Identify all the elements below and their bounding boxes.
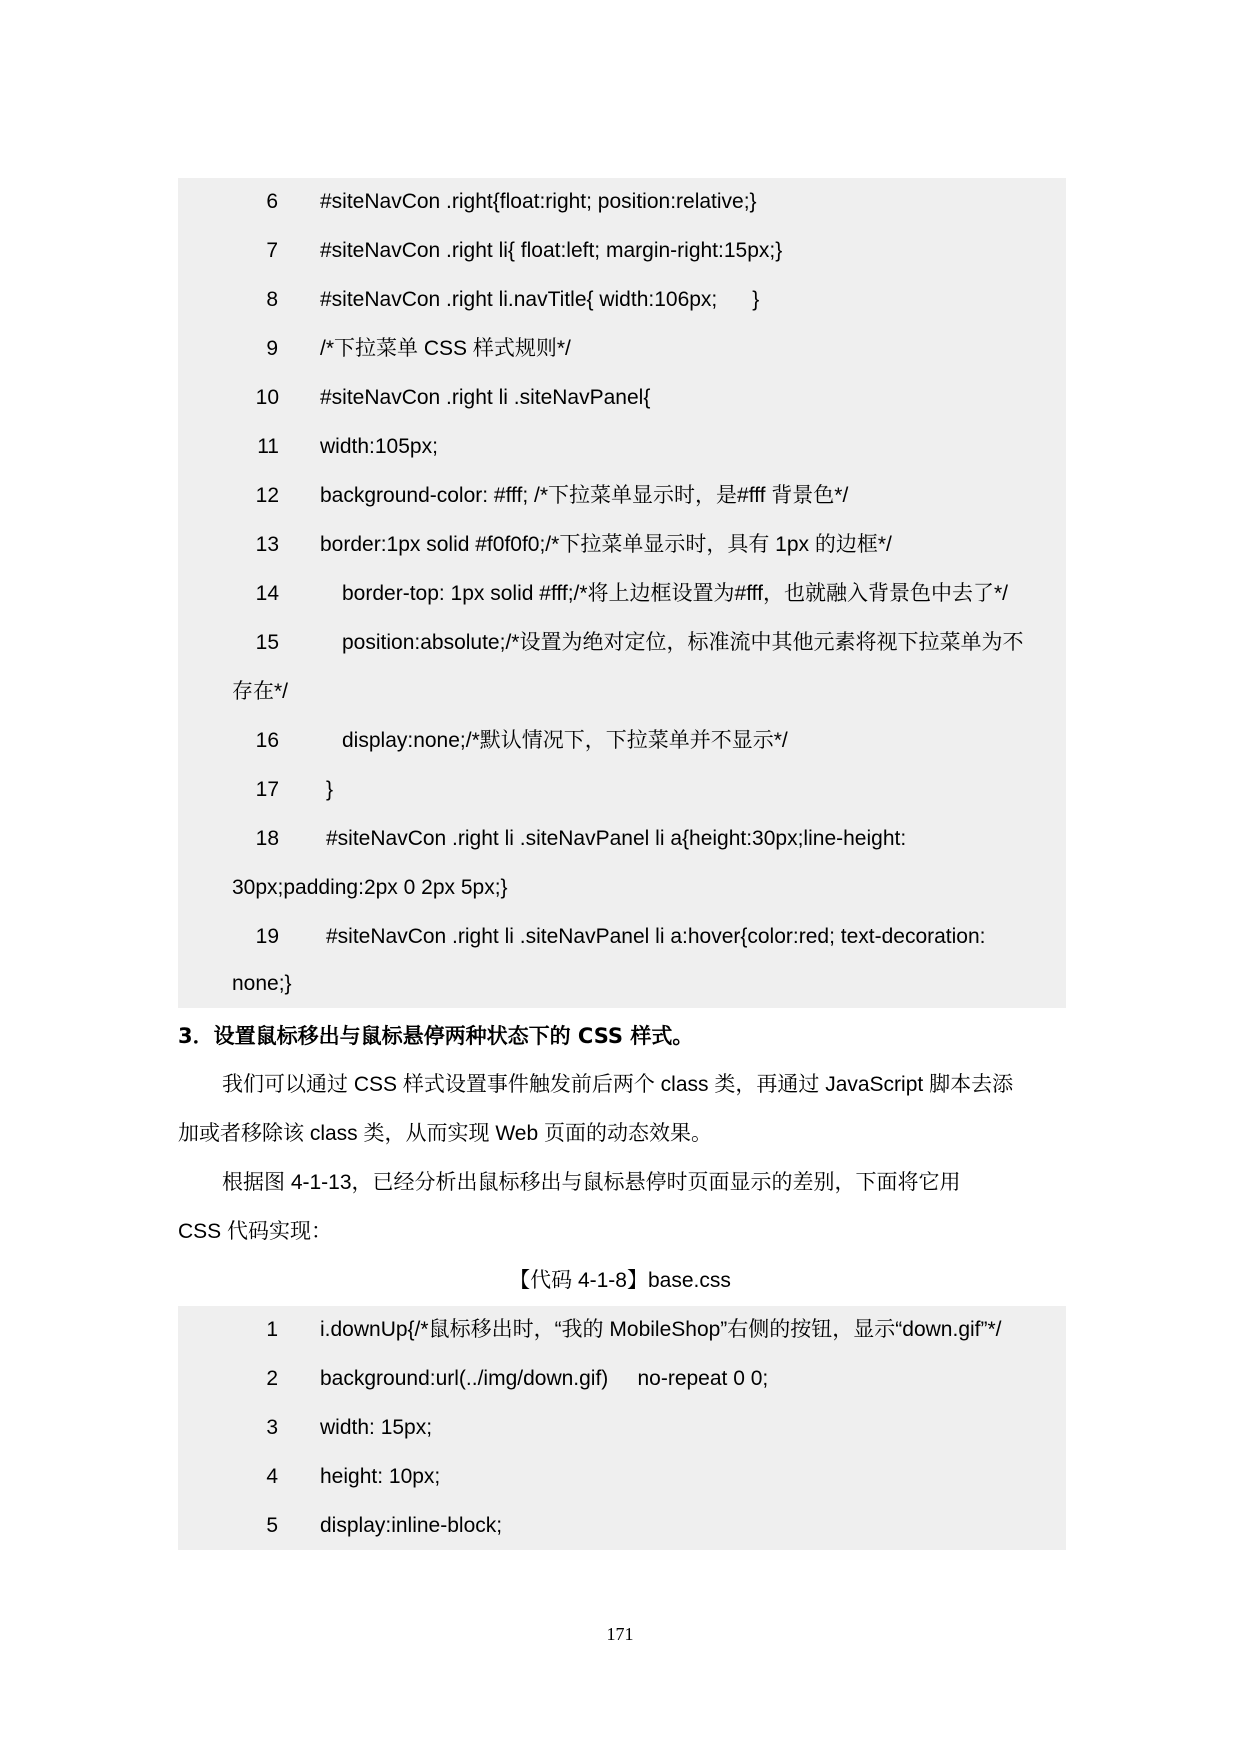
line-number: 1: [266, 1318, 278, 1341]
code-text: width: 15px;: [320, 1416, 433, 1439]
line-number: 14: [255, 582, 279, 605]
code-text: background:url(../img/down.gif) no-repeat 0 0;: [320, 1367, 769, 1390]
code-text: display:inline-block;: [320, 1514, 503, 1537]
code-line: [178, 1306, 1066, 1354]
code-line: [178, 325, 1066, 373]
code-text: height: 10px;: [320, 1465, 441, 1488]
code-line: [178, 815, 1066, 863]
line-number: 6: [266, 190, 278, 213]
code-line: [178, 178, 1066, 226]
code-line-continuation: [178, 864, 1066, 912]
line-number: 7: [266, 239, 278, 262]
code-line: [178, 619, 1066, 667]
code-text: #siteNavCon .right{float:right; position:relative;}: [320, 190, 757, 213]
code-line-continuation: [178, 960, 1066, 1008]
code-text-continuation: none;}: [232, 972, 292, 995]
page-number: 171: [606, 1624, 634, 1644]
code-text: border:1px solid #f0f0f0;/*下拉菜单显示时，具有 1px 的边框*/: [320, 533, 892, 556]
code-line: [178, 1355, 1066, 1403]
code-text: /*下拉菜单 CSS 样式规则*/: [320, 337, 571, 360]
line-number: 9: [266, 337, 278, 360]
paragraph-line: 根据图 4-1-13，已经分析出鼠标移出与鼠标悬停时页面显示的差别，下面将它用: [222, 1171, 961, 1194]
line-number: 11: [257, 435, 279, 458]
line-number: 16: [255, 729, 279, 752]
code-text: #siteNavCon .right li .siteNavPanel li a:hover{color:red; text-decoration:: [326, 925, 986, 948]
line-number: 12: [255, 484, 279, 507]
paragraph-line: CSS 代码实现：: [178, 1220, 333, 1243]
code-line: [178, 472, 1066, 520]
code-line: [178, 717, 1066, 765]
line-number: 13: [255, 533, 279, 556]
line-number: 8: [266, 288, 278, 311]
code-text-continuation: 存在*/: [232, 680, 289, 703]
code-text: #siteNavCon .right li .siteNavPanel li a{height:30px;line-height:: [326, 827, 907, 850]
code-line: [178, 227, 1066, 275]
line-number: 10: [255, 386, 279, 409]
code-text: display:none;/*默认情况下，下拉菜单并不显示*/: [342, 729, 788, 752]
line-number: 2: [266, 1367, 278, 1390]
code-line: [178, 276, 1066, 324]
code-line-continuation: [178, 668, 1066, 716]
code-block-1: [178, 178, 1066, 1008]
code-text: #siteNavCon .right li .siteNavPanel{: [320, 386, 651, 409]
line-number: 19: [255, 925, 279, 948]
line-number: 17: [255, 778, 279, 801]
code-text: #siteNavCon .right li.navTitle{ width:106px; }: [320, 288, 760, 311]
line-number: 4: [266, 1465, 278, 1488]
code-line: [178, 374, 1066, 422]
code-text: width:105px;: [320, 435, 438, 458]
line-number: 18: [255, 827, 279, 850]
code-line: [178, 766, 1066, 814]
code-line: [178, 1453, 1066, 1501]
line-number: 5: [266, 1514, 278, 1537]
code-text: }: [326, 778, 334, 801]
code-text: #siteNavCon .right li{ float:left; margin-right:15px;}: [320, 239, 783, 262]
section-heading: 3．设置鼠标移出与鼠标悬停两种状态下的 CSS 样式。: [178, 1024, 694, 1048]
code-text: border-top: 1px solid #fff;/*将上边框设置为#fff，也就融入背景色中去了*/: [342, 582, 1008, 605]
line-number: 3: [266, 1416, 278, 1439]
code-text: i.downUp{/*鼠标移出时，“我的 MobileShop”右侧的按钮，显示“down.gif”*/: [320, 1318, 1002, 1341]
code-line: [178, 1404, 1066, 1452]
line-number: 15: [255, 631, 279, 654]
code-caption: 【代码 4-1-8】base.css: [509, 1269, 731, 1292]
code-text: background-color: #fff; /*下拉菜单显示时，是#fff 背景色*/: [320, 484, 849, 507]
code-line: [178, 521, 1066, 569]
code-line: [178, 423, 1066, 471]
code-line: [178, 913, 1066, 961]
code-text: position:absolute;/*设置为绝对定位，标准流中其他元素将视下拉菜单为不: [342, 631, 1024, 654]
code-line: [178, 570, 1066, 618]
paragraph-line: 加或者移除该 class 类，从而实现 Web 页面的动态效果。: [178, 1122, 712, 1145]
code-line: [178, 1502, 1066, 1550]
paragraph-line: 我们可以通过 CSS 样式设置事件触发前后两个 class 类，再通过 JavaScript 脚本去添: [222, 1073, 1014, 1096]
code-block-2: [178, 1306, 1066, 1550]
code-text-continuation: 30px;padding:2px 0 2px 5px;}: [232, 876, 508, 899]
